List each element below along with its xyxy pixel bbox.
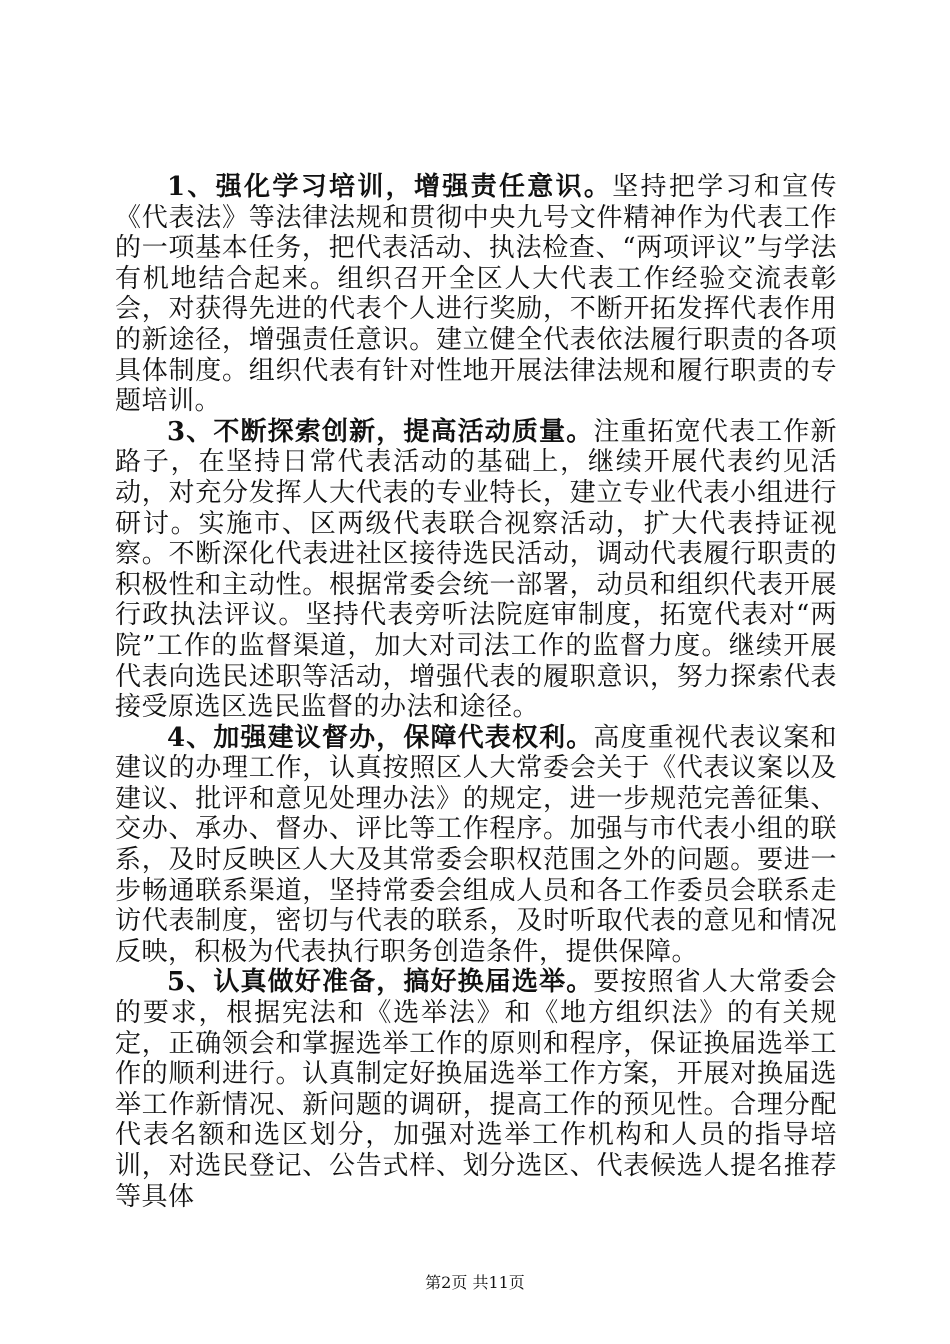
paragraph-5-text: 要按照省人大常委会的要求，根据宪法和《选举法》和《地方组织法》的有关规定，正确领会和掌握选举工作的原则和程序，保证换届选举工作的顺利进行。认真制定好换届选举工作方案，开展对换届选举工作新情况、新问题的调研，提高工作的预见性。合理分配代表名额和选区划分，加强对选举工作机构和人员的指导培训，对选民登记、公告式样、划分选区、代表候选人提名推荐等具体 (115, 967, 837, 1212)
document-body (115, 172, 837, 1212)
paragraph-4-heading: 4、加强建议督办，保障代表权利。 (167, 722, 594, 753)
paragraph-5 (115, 967, 837, 1212)
paragraph-1-text: 坚持把学习和宣传《代表法》等法律法规和贯彻中央九号文件精神作为代表工作的一项基本任务，把代表活动、执法检查、“两项评议”与学法有机地结合起来。组织召开全区人大代表工作经验交流表彰会，对获得先进的代表个人进行奖励，不断开拓发挥代表作用的新途径，增强责任意识。建立健全代表依法履行职责的各项具体制度。组织代表有针对性地开展法律法规和履行职责的专题培训。 (115, 172, 837, 417)
paragraph-4 (115, 723, 837, 968)
paragraph-3-heading: 3、不断探索创新，提高活动质量。 (167, 416, 594, 447)
paragraph-4-text: 高度重视代表议案和建议的办理工作，认真按照区人大常委会关于《代表议案以及建议、批评和意见处理办法》的规定，进一步规范完善征集、交办、承办、督办、评比等工作程序。加强与市代表小组的联系，及时反映区人大及其常委会职权范围之外的问题。要进一步畅通联系渠道，坚持常委会组成人员和各工作委员会联系走访代表制度，密切与代表的联系，及时听取代表的意见和情况反映，积极为代表执行职务创造条件，提供保障。 (115, 722, 837, 967)
paragraph-1 (115, 172, 837, 417)
paragraph-1-heading: 1、强化学习培训，增强责任意识。 (167, 172, 613, 202)
paragraph-5-heading: 5、认真做好准备，搞好换届选举。 (167, 967, 594, 998)
page-number-footer: 第2页 共11页 (425, 1273, 525, 1292)
paragraph-3-text: 注重拓宽代表工作新路子，在坚持日常代表活动的基础上，继续开展代表约见活动，对充分发挥人大代表的专业特长，建立专业代表小组进行研讨。实施市、区两级代表联合视察活动，扩大代表持证视察。不断深化代表进社区接待选民活动，调动代表履行职责的积极性和主动性。根据常委会统一部署，动员和组织代表开展行政执法评议。坚持代表旁听法院庭审制度，拓宽代表对“两院”工作的监督渠道，加大对司法工作的监督力度。继续开展代表向选民述职等活动，增强代表的履职意识，努力探索代表接受原选区选民监督的办法和途径。 (115, 416, 837, 723)
paragraph-3 (115, 417, 837, 723)
